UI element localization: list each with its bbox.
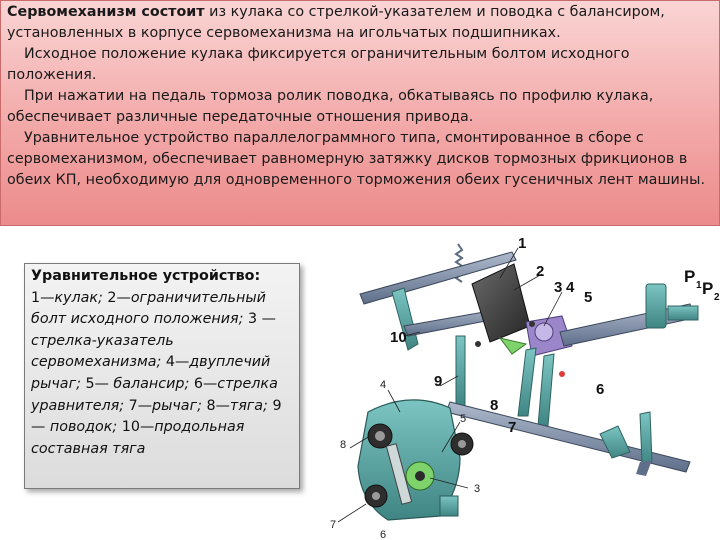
legend-num-4: 4 — [165, 354, 175, 371]
legend-title: Уравнительное устройство: — [31, 268, 261, 284]
legend-num-9: 9 — [272, 397, 282, 414]
callout-10: 10 — [390, 329, 407, 346]
legend-text-7: рычаг; — [152, 397, 202, 414]
callout-p2: P — [702, 279, 714, 298]
legend-num-8: 8 — [206, 397, 216, 414]
description-paragraph-1 — [7, 2, 713, 44]
legend-num-6: 6 — [193, 375, 203, 392]
rod-8 — [518, 348, 536, 416]
inset-callout-6: 6 — [380, 529, 387, 540]
equalizer-illustration — [300, 226, 720, 540]
callout-5: 5 — [584, 289, 593, 306]
rod-9 — [456, 336, 465, 406]
legend-text-1: кулак; — [54, 289, 103, 306]
callout-4: 4 — [566, 279, 575, 296]
rod-7 — [538, 354, 554, 426]
legend-text-8: тяга; — [229, 397, 268, 414]
callout-p1-sub: 1 — [696, 280, 702, 291]
legend-num-3: 3 — [247, 311, 258, 328]
description-paragraph-3: При нажатии на педаль тормоза ролик поводка, обкатываясь по профилю кулака, обеспечивает различные передаточные отношения привода. — [7, 88, 654, 125]
right-pedal-link — [668, 306, 698, 320]
legend-text-9: поводок; — [49, 419, 118, 436]
lower-bar — [446, 402, 690, 472]
inset-callout-5: 5 — [460, 413, 467, 425]
description-panel — [0, 0, 720, 226]
legend-text-3: стрелка-указатель сервомеханизма; — [31, 332, 174, 371]
description-intro-text: из кулака со стрелкой-указателем и поводка с балансиром, установленных в корпусе сервомеханизма на игольчатых подшипниках. — [7, 4, 665, 41]
inset-callout-7: 7 — [330, 519, 337, 531]
inset-callout-4: 4 — [380, 379, 387, 391]
callout-6: 6 — [596, 381, 605, 398]
legend-text-10: продольная составная тяга — [31, 419, 245, 457]
legend-num-7: 7 — [128, 397, 138, 414]
inset-mechanism — [358, 400, 473, 520]
legend-text-4: двуплечий рычаг; — [31, 354, 271, 392]
callout-3: 3 — [554, 279, 563, 296]
legend-text-5: балансир; — [113, 375, 190, 392]
right-bracket — [646, 284, 666, 328]
description-paragraph-2: Исходное положение кулака фиксируется ограничительным болтом исходного положения. — [7, 46, 630, 83]
inset-callout-8: 8 — [340, 439, 347, 451]
legend-items: 1—кулак; 2—ограничительный болт исходного положения; 3 — стрелка-указатель сервомеханизма; 4—двуплечий рычаг; 5— балансир; 6—стрелка уравнителя; 7—рычаг; 8—тяга; 9 — поводок; 10—продольная составная тяга — [31, 289, 282, 457]
legend-text-2: ограничительный болт исходного положения; — [31, 289, 266, 328]
callout-8: 8 — [490, 397, 499, 414]
description-intro-bold: Сервомеханизм состоит — [7, 4, 205, 20]
description-paragraph-4: Уравнительное устройство параллелограммного типа, смонтированное в сборе с сервомеханизмом, обеспечивает равномерную затяжку дисков тормозных фрикционов в обеих КП, необходимую для одновременного торможения обеих гусеничных лент машины. — [7, 130, 705, 188]
inset-callout-3: 3 — [474, 483, 481, 495]
callout-2: 2 — [536, 263, 545, 280]
legend-num-5: 5 — [85, 375, 95, 392]
pointer-shape — [500, 338, 526, 354]
legend-num-1: 1 — [31, 289, 41, 306]
legend-num-10: 10 — [121, 419, 140, 436]
callout-9: 9 — [434, 373, 443, 390]
callout-p1: P — [684, 267, 696, 286]
callout-p2-sub: 2 — [714, 292, 720, 303]
callout-7: 7 — [508, 419, 517, 436]
legend-box — [24, 263, 300, 489]
callout-1: 1 — [518, 235, 527, 252]
legend-num-2: 2 — [107, 289, 117, 306]
legend-text-6: стрелка уравнителя; — [31, 375, 278, 414]
